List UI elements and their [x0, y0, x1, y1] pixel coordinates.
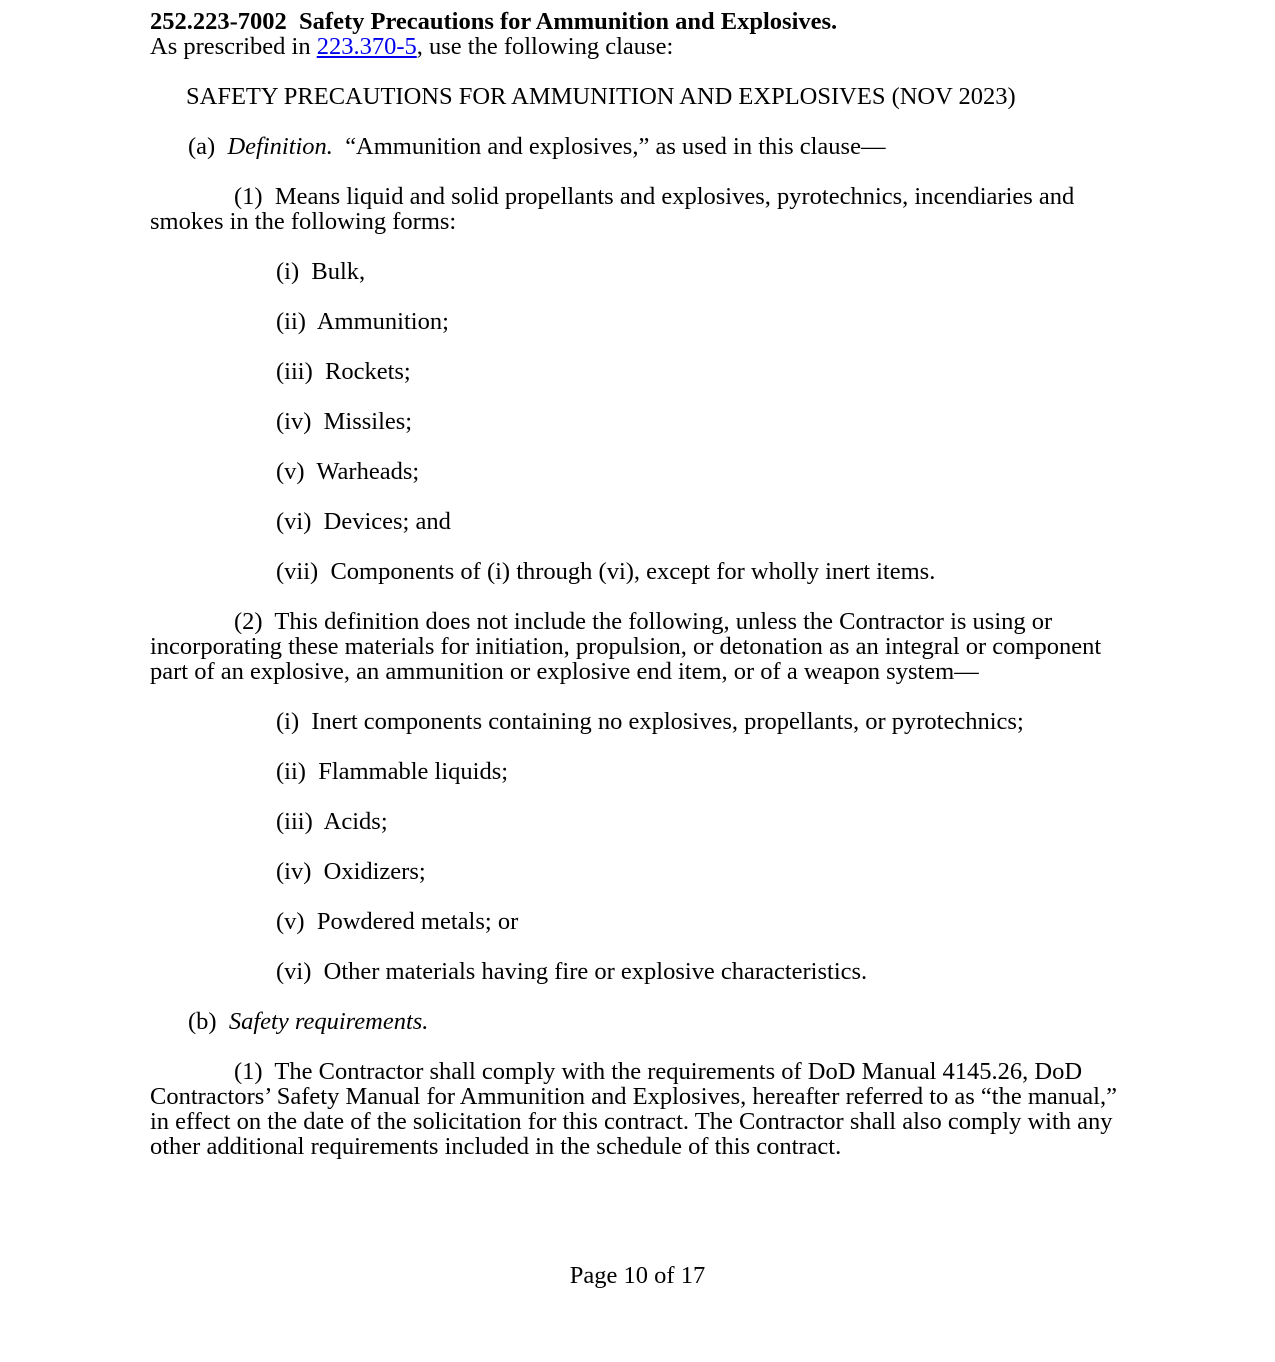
- list-item: [150, 559, 1130, 584]
- list-item-label: (vi): [276, 508, 312, 535]
- section-number: 252.223-7002: [150, 8, 287, 35]
- list-item-label: (i): [276, 258, 300, 285]
- clause-title: SAFETY PRECAUTIONS FOR AMMUNITION AND EXPLOSIVES (NOV 2023): [186, 83, 1016, 110]
- list-item-label: (iv): [276, 408, 312, 435]
- list-item-label: (vii): [276, 558, 319, 585]
- list-item: [150, 809, 1130, 834]
- paragraph-a-label: (a): [188, 133, 216, 160]
- list-item: [150, 459, 1130, 484]
- list-item-label: (vi): [276, 958, 312, 985]
- list-item: [150, 259, 1130, 284]
- list-item-label: (iii): [276, 358, 313, 385]
- list-item-label: (iii): [276, 808, 313, 835]
- paragraph-a: [150, 134, 1130, 159]
- prescribed-text-before: As prescribed in: [150, 33, 317, 60]
- list-item-text: Components of (i) through (vi), except for wholly inert items.: [330, 558, 936, 585]
- list-item: [150, 759, 1130, 784]
- list-item-text: Flammable liquids;: [318, 758, 509, 785]
- paragraph-a2: [150, 609, 1130, 684]
- paragraph-b: [150, 1009, 1130, 1034]
- list-item-label: (iv): [276, 858, 312, 885]
- list-a2: [150, 709, 1130, 984]
- paragraph-a1-label: (1): [234, 183, 263, 210]
- list-item-label: (i): [276, 708, 300, 735]
- paragraph-b1-text: The Contractor shall comply with the requirements of DoD Manual 4145.26, DoD Contractors’ Safety Manual for Ammunition and Explosives, hereafter referred to as “the manual,” in effect on the date of the solicitation for this contract. The Contractor shall also comply with any other additional requirements included in the schedule of this contract.: [150, 1058, 1117, 1160]
- prescribed-line: [150, 34, 1130, 59]
- list-item: [150, 409, 1130, 434]
- list-item-label: (v): [276, 458, 305, 485]
- prescribed-text-after: , use the following clause:: [416, 33, 674, 60]
- list-item: [150, 309, 1130, 334]
- list-item-text: Bulk,: [311, 258, 366, 285]
- list-item: [150, 509, 1130, 534]
- list-item: [150, 359, 1130, 384]
- list-item-text: Oxidizers;: [323, 858, 426, 885]
- paragraph-a2-label: (2): [234, 608, 263, 635]
- paragraph-b-heading: Safety requirements.: [228, 1008, 429, 1035]
- list-item-text: Other materials having fire or explosive characteristics.: [323, 958, 868, 985]
- list-item: [150, 709, 1130, 734]
- list-item-text: Powdered metals; or: [316, 908, 519, 935]
- paragraph-b1-label: (1): [234, 1058, 263, 1085]
- list-item: [150, 959, 1130, 984]
- document-page: [150, 9, 1130, 1159]
- list-item: [150, 859, 1130, 884]
- list-item-text: Acids;: [323, 808, 388, 835]
- section-heading: [150, 9, 1130, 34]
- list-a1: [150, 259, 1130, 584]
- paragraph-a-text: “Ammunition and explosives,” as used in this clause—: [345, 133, 886, 160]
- list-item-label: (ii): [276, 308, 306, 335]
- paragraph-b-label: (b): [188, 1008, 217, 1035]
- page-number-footer: Page 10 of 17: [569, 1262, 706, 1289]
- paragraph-a1-text: Means liquid and solid propellants and explosives, pyrotechnics, incendiaries and smokes in the following forms:: [150, 183, 1075, 235]
- list-item-text: Rockets;: [325, 358, 411, 385]
- section-title: Safety Precautions for Ammunition and Explosives.: [299, 8, 838, 35]
- list-item-text: Missiles;: [323, 408, 413, 435]
- list-item-text: Ammunition;: [316, 308, 449, 335]
- paragraph-b1: [150, 1059, 1130, 1159]
- list-item-text: Warheads;: [316, 458, 420, 485]
- list-item-text: Inert components containing no explosives, propellants, or pyrotechnics;: [311, 708, 1024, 735]
- paragraph-a1: [150, 184, 1130, 234]
- paragraph-a2-text: This definition does not include the following, unless the Contractor is using or incorporating these materials for initiation, propulsion, or detonation as an integral or component part of an explosive, an ammunition or explosive end item, or of a weapon system—: [150, 608, 1102, 685]
- list-item-text: Devices; and: [323, 508, 451, 535]
- list-item: [150, 909, 1130, 934]
- list-item-label: (ii): [276, 758, 306, 785]
- prescribed-link[interactable]: 223.370-5: [316, 33, 417, 60]
- list-item-label: (v): [276, 908, 305, 935]
- paragraph-a-heading: Definition.: [227, 133, 333, 160]
